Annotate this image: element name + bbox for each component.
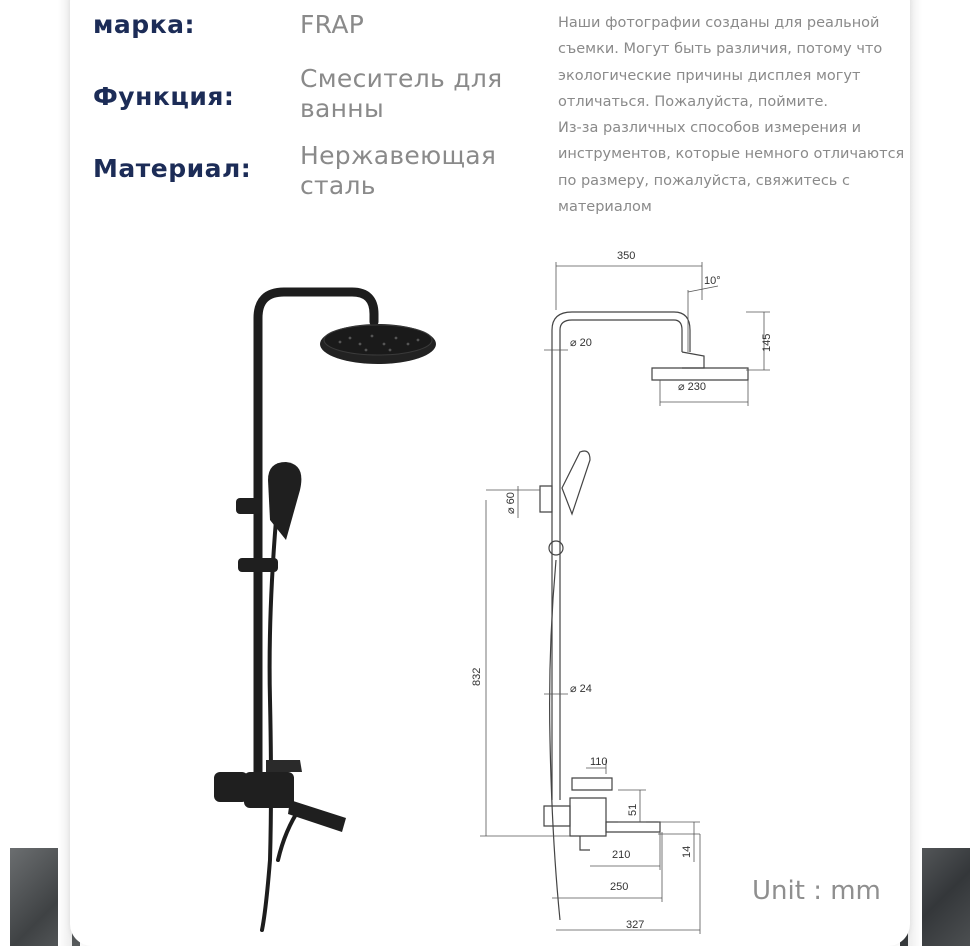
dim-head-230: ⌀ 230 [678,381,707,393]
dim-holder-60: ⌀ 60 [505,492,517,514]
dim-spout-14: 14 [681,845,693,858]
brand-label: марка: [93,10,196,39]
dim-reach-250: 250 [610,881,629,893]
dim-reach-327: 327 [626,919,645,931]
disclaimer-size-note: Из-за различных способов измерения и инструментов, которые немного отличаются по размеру, пожалуйста, свяжитесь с материалом [558,120,905,216]
dim-pipe-20: ⌀ 20 [570,337,592,349]
material-value: Нержавеющая сталь [300,141,497,200]
dim-pipe-24: ⌀ 24 [570,683,592,695]
brand-value: FRAP [300,10,365,39]
material-label: Материал: [93,154,252,183]
unit-label: Unit : mm [752,876,881,906]
function-label: Функция: [93,82,235,111]
dim-angle-10: 10° [704,275,721,287]
dim-height-832: 832 [471,667,483,686]
dim-width-350: 350 [617,250,636,262]
dim-height-145: 145 [761,333,773,352]
dim-body-51: 51 [627,803,639,816]
dim-handle-110: 110 [590,756,608,768]
function-value: Смеситель для ванны [300,64,503,123]
dim-spout-210: 210 [612,849,631,861]
disclaimer-photo-note: Наши фотографии созданы для реальной съемки. Могут быть различия, потому что экологические причины дисплея могут отличаться. Пожалуйста, поймите. [558,15,883,110]
